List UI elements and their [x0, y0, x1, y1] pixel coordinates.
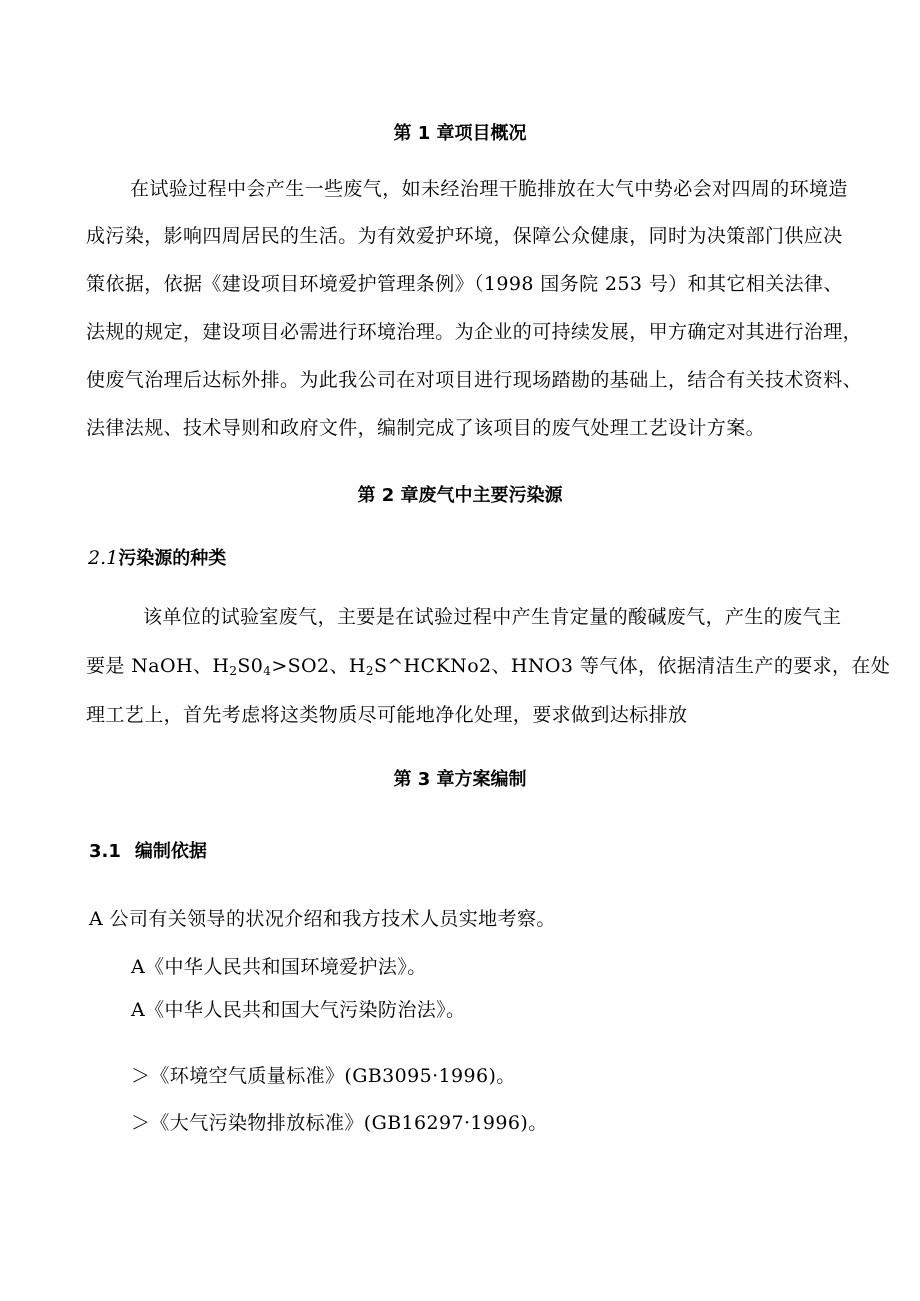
chapter-2-heading: 第 2 章废气中主要污染源 — [357, 485, 563, 506]
section-number: 2.1 — [88, 547, 119, 569]
chapter-1-paragraph-line: 法律法规、技术导则和政府文件，编制完成了该项目的废气处理工艺设计方案。 — [86, 417, 766, 439]
chapter-1-paragraph-line: 在试验过程中会产生一些废气，如未经治理干脆排放在大气中势必会对四周的环境造 — [130, 178, 848, 200]
chapter-2-paragraph-line: 理工艺上，首先考虑将这类物质尽可能地净化处理，要求做到达标排放 — [86, 704, 688, 726]
section-title: 污染源的种类 — [118, 548, 227, 569]
chapter-1-paragraph-line: 策依据，依据《建设项目环境爱护管理条例》（1998 国务院 253 号）和其它相关法律、 — [86, 273, 843, 295]
chapter-3-heading: 第 3 章方案编制 — [393, 769, 527, 790]
reference-item: A 公司有关领导的状况介绍和我方技术人员实地考察。 — [89, 908, 556, 930]
section-title: 编制依据 — [134, 841, 207, 862]
section-2-1-heading — [88, 546, 226, 571]
chapter-1-heading: 第 1 章项目概况 — [393, 123, 527, 144]
reference-item: A《中华人民共和国环境爱护法》。 — [131, 956, 427, 978]
chapter-1-paragraph-line: 成污染，影响四周居民的生活。为有效爱护环境，保障公众健康，同时为决策部门供应决 — [86, 225, 843, 247]
chapter-2-paragraph-line: 要是 NaOH、$H_2S0_4>SO2$、$H_2S\^{}HCKNo2$、HNO3 等气体，依据清洁生产的要求，在处 — [86, 655, 891, 678]
chapter-1-paragraph-line: 法规的规定，建设项目必需进行环境治理。为企业的可持续发展，甲方确定对其进行治理， — [86, 321, 863, 343]
reference-item: ＞《大气污染物排放标准》(GB16297·1996)。 — [131, 1112, 548, 1134]
chapter-2-paragraph-line: 该单位的试验室废气，主要是在试验过程中产生肯定量的酸碱废气，产生的废气主 — [143, 606, 842, 628]
reference-item: ＞《环境空气质量标准》(GB3095·1996)。 — [131, 1065, 516, 1087]
section-3-1-heading — [89, 841, 207, 863]
reference-item: A《中华人民共和国大气污染防治法》。 — [131, 999, 466, 1021]
section-number: 3.1 — [89, 841, 121, 862]
chapter-1-paragraph-line: 使废气治理后达标外排。为此我公司在对项目进行现场踏勘的基础上，结合有关技术资料、 — [86, 369, 863, 391]
